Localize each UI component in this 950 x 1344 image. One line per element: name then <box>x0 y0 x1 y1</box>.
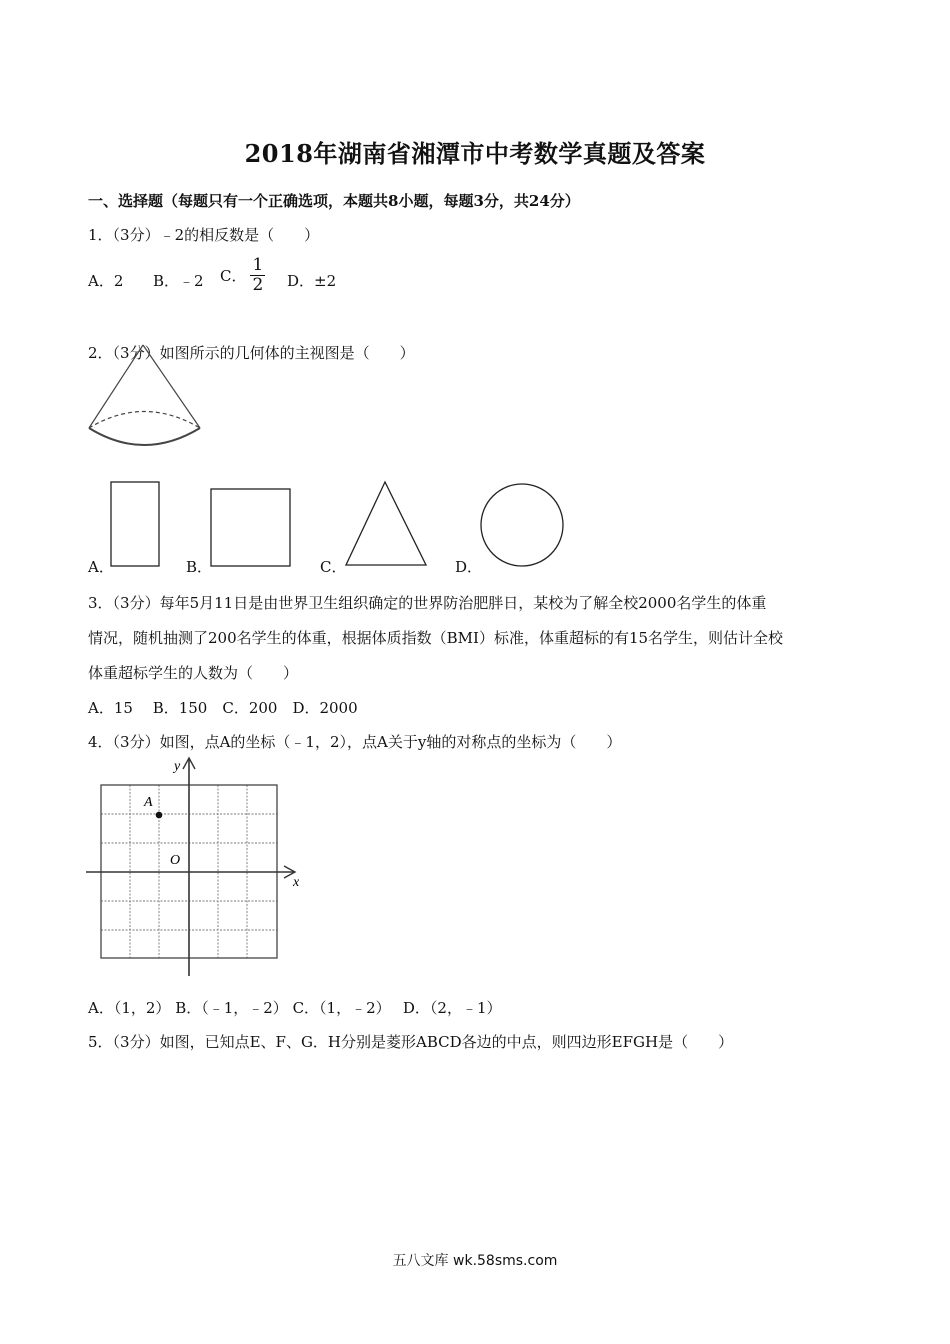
question-2-option-d: D． <box>455 558 483 576</box>
question-3-line-3: 体重超标学生的人数为（ ） <box>88 664 299 682</box>
question-1-option-a: A．2 <box>88 272 124 290</box>
question-2-stem: 2．（3分）如图所示的几何体的主视图是（ ） <box>88 344 415 362</box>
fraction-denominator: 2 <box>252 275 264 295</box>
question-2-option-b: B． <box>186 558 213 576</box>
question-2-option-c: C． <box>320 558 347 576</box>
question-1-option-b: B．﹣2 <box>153 272 204 290</box>
origin-label: O <box>170 853 181 868</box>
question-4-stem: 4．（3分）如图，点A的坐标（﹣1，2），点A关于y轴的对称点的坐标为（ ） <box>88 733 622 751</box>
option-b-square <box>210 488 294 568</box>
coordinate-grid-figure <box>84 754 314 979</box>
question-1-option-d: D．±2 <box>287 272 337 290</box>
question-1-option-c <box>220 256 269 295</box>
question-3-options: A．15 B．150 C．200 D．2000 <box>88 699 358 717</box>
cone-figure <box>80 340 215 460</box>
section-heading: 一、选择题（每题只有一个正确选项，本题共8小题，每题3分，共24分） <box>88 192 580 210</box>
question-3-line-1: 3．（3分）每年5月11日是由世界卫生组织确定的世界防治肥胖日，某校为了解全校2000名学生的体重 <box>88 594 767 612</box>
option-a-rectangle <box>110 481 162 569</box>
question-1-option-c-prefix: C． <box>220 267 247 285</box>
page-footer: 五八文库 wk.58sms.com <box>392 1253 558 1269</box>
fraction-one-half <box>250 256 265 295</box>
axis-label-x: x <box>293 875 300 890</box>
question-3-line-2: 情况，随机抽测了200名学生的体重，根据体质指数（BMI）标准，体重超标的有15名学生，则估计全校 <box>88 629 784 647</box>
option-c-triangle <box>343 480 429 570</box>
point-label-a: A <box>144 795 153 810</box>
question-1-stem: 1．（3分）﹣2的相反数是（ ） <box>88 226 320 244</box>
question-2-option-a: A． <box>88 558 114 576</box>
fraction-numerator: 1 <box>252 255 264 275</box>
option-d-circle <box>478 482 568 570</box>
page-title: 2018年湖南省湘潭市中考数学真题及答案 <box>244 139 706 168</box>
question-4-options: A．（1，2） B．（﹣1，﹣2） C．（1，﹣2） D．（2，﹣1） <box>88 999 502 1017</box>
question-5-stem: 5．（3分）如图，已知点E、F、G．H分别是菱形ABCD各边的中点，则四边形EFGH是（ ） <box>88 1033 734 1051</box>
axis-label-y: y <box>174 759 181 774</box>
